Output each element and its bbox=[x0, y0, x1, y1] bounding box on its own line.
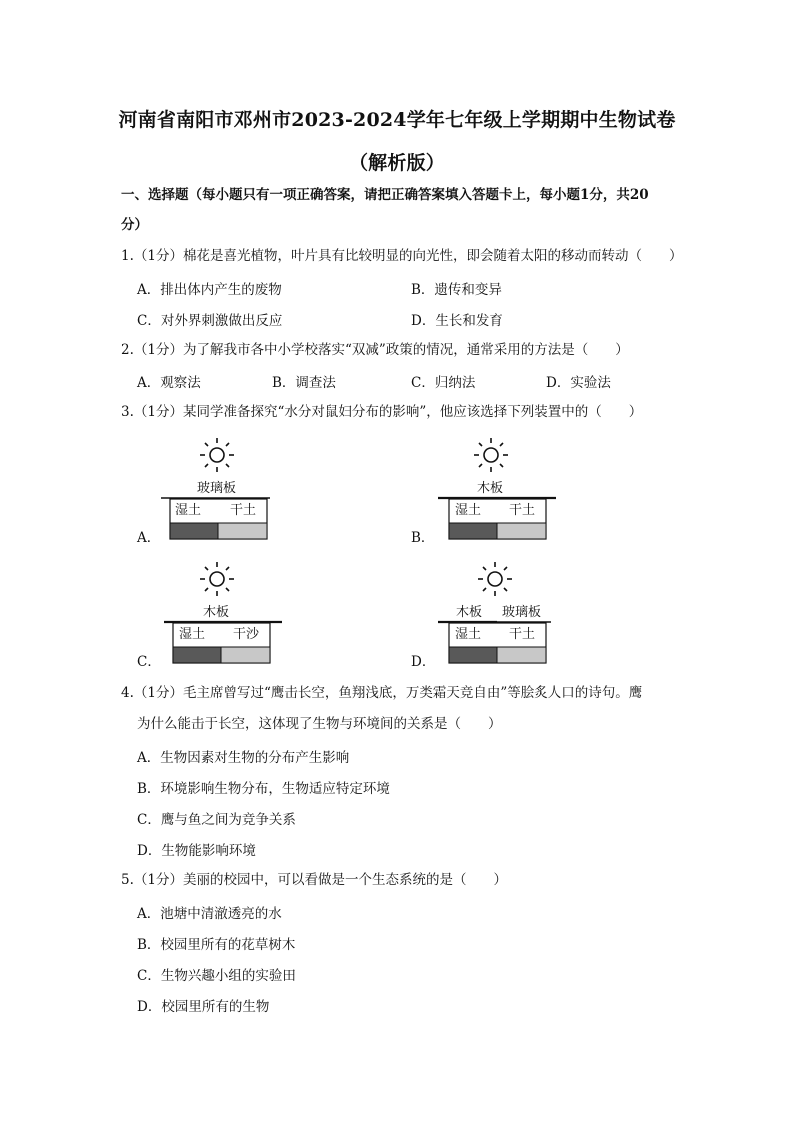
q4-option-a[interactable]: A．生物因素对生物的分布产生影响 bbox=[137, 750, 350, 766]
cover-left-label: 木板 bbox=[456, 605, 483, 620]
question-4: 4.（1分）毛主席曾写过“鹰击长空，鱼翔浅底，万类霜天竞自由”等脍炙人口的诗句。鹰 bbox=[121, 685, 643, 701]
q3-figure-b[interactable] bbox=[411, 437, 631, 557]
cover-label: 木板 bbox=[203, 605, 230, 620]
q1-option-a[interactable]: A．排出体内产生的废物 bbox=[137, 282, 282, 298]
q2-option-c[interactable]: C．归纳法 bbox=[411, 375, 476, 391]
sun-icon bbox=[137, 437, 357, 557]
question-4-cont: 为什么能击于长空，这体现了生物与环境间的关系是（ ） bbox=[137, 716, 502, 732]
q1-option-d[interactable]: D．生长和发育 bbox=[411, 313, 503, 329]
q3-figure-a[interactable] bbox=[137, 437, 357, 557]
q3-option-b: B． bbox=[411, 530, 435, 546]
q1-option-b[interactable]: B．遗传和变异 bbox=[411, 282, 502, 298]
q4-option-d[interactable]: D．生物能影响环境 bbox=[137, 843, 256, 859]
exam-subtitle: （解析版） bbox=[348, 152, 445, 174]
wet-soil-label: 湿土 bbox=[175, 503, 202, 518]
q3-option-d: D． bbox=[411, 654, 436, 670]
exam-title: 河南省南阳市邓州市2023-2024学年七年级上学期期中生物试卷 bbox=[118, 109, 676, 131]
dry-soil-label: 干土 bbox=[509, 503, 536, 518]
q4-option-c[interactable]: C．鹰与鱼之间为竞争关系 bbox=[137, 812, 296, 828]
section-heading: 一、选择题（每小题只有一项正确答案，请把正确答案填入答题卡上，每小题1分，共20 bbox=[121, 187, 649, 203]
sun-icon bbox=[411, 437, 631, 557]
question-1: 1.（1分）棉花是喜光植物，叶片具有比较明显的向光性，即会随着太阳的移动而转动（ ） bbox=[121, 248, 683, 264]
cover-label: 木板 bbox=[477, 481, 504, 496]
q3-figure-d[interactable] bbox=[411, 561, 631, 681]
wet-soil-label: 湿土 bbox=[455, 503, 482, 518]
question-5: 5.（1分）美丽的校园中，可以看做是一个生态系统的是（ ） bbox=[121, 872, 507, 888]
q5-option-d[interactable]: D．校园里所有的生物 bbox=[137, 999, 270, 1015]
q5-option-c[interactable]: C．生物兴趣小组的实验田 bbox=[137, 968, 296, 984]
dry-sand-label: 干沙 bbox=[233, 627, 260, 642]
section-heading-cont: 分） bbox=[121, 217, 148, 233]
cover-label: 玻璃板 bbox=[197, 481, 237, 496]
sun-icon bbox=[411, 561, 631, 681]
wet-soil-label: 湿土 bbox=[455, 627, 482, 642]
question-3: 3.（1分）某同学准备探究“水分对鼠妇分布的影响”，他应该选择下列装置中的（ ） bbox=[121, 404, 643, 420]
dry-soil-label: 干土 bbox=[509, 627, 536, 642]
q2-option-d[interactable]: D．实验法 bbox=[546, 375, 611, 391]
q5-option-b[interactable]: B．校园里所有的花草树木 bbox=[137, 937, 296, 953]
sun-icon bbox=[137, 561, 357, 681]
wet-soil-label: 湿土 bbox=[179, 627, 206, 642]
q4-option-b[interactable]: B．环境影响生物分布，生物适应特定环境 bbox=[137, 781, 390, 797]
q3-option-a: A． bbox=[137, 530, 161, 546]
q2-option-b[interactable]: B．调查法 bbox=[272, 375, 336, 391]
q5-option-a[interactable]: A．池塘中清澈透亮的水 bbox=[137, 906, 282, 922]
question-2: 2.（1分）为了解我市各中小学校落实“双减”政策的情况，通常采用的方法是（ ） bbox=[121, 342, 629, 358]
q3-option-c: C． bbox=[137, 654, 161, 670]
q1-option-c[interactable]: C．对外界刺激做出反应 bbox=[137, 313, 283, 329]
q3-figure-c[interactable] bbox=[137, 561, 357, 681]
cover-right-label: 玻璃板 bbox=[502, 605, 542, 620]
q2-option-a[interactable]: A．观察法 bbox=[137, 375, 201, 391]
dry-soil-label: 干土 bbox=[230, 503, 257, 518]
